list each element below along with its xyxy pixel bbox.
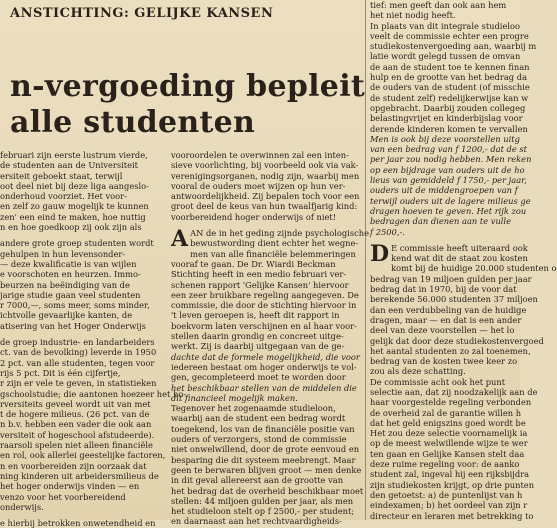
text-line: selectie aan, dat zij noodzakelijk aan de — [370, 386, 538, 397]
text-line: de student zelf) redelijkerwijse kan w — [370, 92, 529, 103]
middle-column — [171, 150, 369, 527]
text-line: latie wordt gelegd tussen de omvan — [370, 51, 521, 62]
text-line: e hierbij betrokken onwetendheid en — [0, 518, 156, 528]
right-column-part-b — [370, 240, 557, 521]
text-line: iedereen bestaat om hoger onderwijs te vol- — [171, 361, 357, 372]
text-line: het niet nodig heeft. — [370, 10, 456, 21]
text-line: stellen: 44 miljoen gulden per jaar, als men — [171, 495, 354, 506]
text-line: gschoolstudie; die aantonen hoezeer het ho- — [0, 388, 187, 399]
text-line: opgebracht. Daarbij zouden collegeg — [370, 102, 526, 113]
text-line: lieus van gemiddeld f 1750,- per jaar, — [370, 175, 527, 186]
text-line: versiteit of hogeschool afstudeerde). — [0, 429, 155, 440]
text-line: besparing die dit systeem meebrengt. Maar — [171, 454, 356, 465]
text-line: ichtvolle gevaarlijke kanten, de — [0, 310, 133, 321]
text-line: bedrag dat in 1970, bij de voor dat — [370, 284, 517, 295]
text-line: ersiteit geboekt staat, terwijl — [0, 170, 123, 181]
text-line: dragen hoeven te geven. Het rijk zou — [370, 205, 527, 216]
text-line: de groep industrie- en landarbeiders — [0, 337, 155, 348]
text-line: ouders of verzorgers, stond de commissie — [171, 434, 347, 445]
text-line: deze ruime regeling voor: de aanko — [370, 459, 520, 470]
text-line: zen' een eind te maken, hoe nuttig — [0, 211, 146, 222]
text-line: en rol, ook allerlei geestelijke factoren, — [0, 450, 166, 461]
middle-column-part-b — [171, 226, 369, 527]
text-line: groot deel de keus van hun twaalfjarig kind: — [171, 201, 358, 212]
text-line: vooroordelen te overwinnen zal een inten- — [171, 150, 349, 160]
text-line: kend wat dit de staat zou kosten — [391, 253, 528, 264]
text-line: antwoordelijkheid. Zij bepalen toch voor een — [171, 191, 360, 202]
text-line: schenen rapport 'Gelijke Kansen' hiervoor — [171, 279, 349, 290]
text-line: van een bedrag van f 1200,- dat de st — [370, 144, 528, 155]
text-line: februari zijn eerste lustrum vierde, — [0, 150, 148, 160]
text-line: dat het geld enigszins goed wordt be — [370, 417, 526, 428]
text-line: deel van deze voorstellen — het lo — [370, 325, 515, 336]
text-line: ouders uit de middengroepen van f — [370, 185, 518, 196]
text-line: beurzen na beëindiging van de — [0, 279, 130, 290]
text-line: rijs 5 pct. Dit is één cijfertje, — [0, 367, 121, 378]
text-line: een zeer bruikbare regeling aangegeven. De — [171, 289, 359, 300]
right-column-part-b-rest — [370, 263, 557, 521]
text-line: zijn studiekosten krijgt, op drie punten — [370, 479, 535, 490]
text-line: het beschikbaar stellen van de middelen die — [171, 382, 357, 393]
text-line: Stichting heeft in een medio februari ver- — [171, 269, 347, 280]
text-line: n en hoe goedkoop zij ook zijn als — [0, 222, 142, 233]
text-line: jarige studie gaan veel studenten — [0, 289, 141, 300]
right-column-part-a — [370, 0, 537, 237]
text-line: op de meest welwillende wijze te wer — [370, 438, 528, 449]
text-line: sieve voorlichting, bij voorbeeld ook via vak- — [171, 160, 359, 171]
text-line: terwijl ouders uit de lagere milieus ge — [370, 195, 531, 206]
text-line: rversiteits geveel wordt uit van met — [0, 398, 151, 409]
text-line: onderhoud voorziet. Het voor- — [0, 191, 127, 202]
text-line: per jaar zou nodig hebben. Men reken — [370, 154, 532, 165]
text-line: ten gaan en Gelijke Kansen stelt daa — [370, 448, 525, 459]
text-line: men van alle financiële belemmeringen — [190, 248, 356, 259]
text-line: gelijk dat door deze studiekostenvergoed — [370, 335, 544, 346]
text-line: den getoetst: a) de puntenlijst van h — [370, 489, 523, 500]
text-line: n b.v. hebben een vader die ook aan — [0, 419, 152, 430]
text-line: vooraf te gaan. De Dr. Wiardi Beckman — [171, 258, 336, 269]
text-line: ct. van de bevolking) leverde in 1950 — [0, 347, 157, 358]
text-line: op een bijdrage van ouders uit de ho — [370, 164, 525, 175]
text-line: gen, gecompleteerd moet te worden door — [171, 372, 346, 383]
text-line: toegekend, los van de financiële positie van — [171, 423, 355, 434]
text-line: het hoger onderwijs vinden — en — [0, 481, 140, 492]
column-rule — [365, 0, 366, 520]
text-line: in dit geval allereerst aan de grootte van — [171, 475, 344, 486]
text-line: dachte dat de formele mogelijkheid, die voor — [171, 351, 360, 362]
text-line: vooral de ouders moet wijzen op hun ver- — [171, 180, 346, 191]
text-line: tief: men geeft dan ook aan hem — [370, 0, 507, 10]
text-line: de studenten aan de Universiteit — [0, 160, 139, 171]
text-line: venzo voor het voorbereidend — [0, 491, 126, 502]
text-line: dan een verdubbeling van de huidige — [370, 304, 527, 315]
text-line: 't leven geroepen is, heeft dit rapport in — [171, 310, 340, 321]
text-line: niet onwelwillend, door de grote eenvoud en — [171, 444, 360, 455]
text-line: belastingvrijet en kinderbijslag voor — [370, 113, 523, 124]
text-line: — deze kwalificatie is van wijlen — [0, 258, 137, 269]
text-line: het bedrag dat de overheid beschikbaar moet — [171, 485, 364, 496]
text-line: voorbereidend hoger onderwijs of niet! — [171, 211, 337, 222]
text-line: commissie, die door de stichting hiervoor in — [171, 300, 357, 311]
text-line: Men is ook bij deze voorstellen uitg — [370, 133, 520, 144]
text-line: r zijn er vele te geven, in statistieken — [0, 378, 157, 389]
article-kicker: ANSTICHTING: GELIJKE KANSEN — [10, 6, 274, 21]
text-line: e voorschoten en heurzen. Immo- — [0, 269, 141, 280]
text-line: en daarnaast aan het rechtvaardigheids- — [171, 516, 342, 527]
text-line: t de hogere milieus. (26 pct. van de — [0, 409, 150, 420]
text-line: de aan de student toe te kennen finan — [370, 61, 530, 72]
text-line: berekende 56.000 studenten 37 miljoen — [370, 294, 538, 305]
text-line: stellen daarin grondig en concreet uitge- — [171, 331, 344, 342]
text-line: hulp en de grootte van het bedrag da — [370, 72, 528, 83]
text-line: onderwijs. — [0, 501, 44, 512]
text-line: bedrag van de kosten twee keer zo — [370, 356, 518, 367]
text-line: het studieloon stelt op f 2500,- per student; — [171, 506, 355, 517]
text-line: atisering van het Hoger Onderwijs — [0, 320, 146, 331]
text-line: het aantal studenten zo zal toenemen, — [370, 345, 531, 356]
text-line: derende kinderen komen te vervallen — [370, 123, 528, 134]
text-line: de ouders van de student (of misschie — [370, 82, 530, 93]
middle-column-part-b-rest — [171, 248, 364, 527]
text-line: bedragen dan dienen aan te vulle — [370, 216, 511, 227]
text-line: werkt. Zij is daarbij uitgegaan van de ge- — [171, 341, 345, 352]
text-line: zou als deze schatting. — [370, 366, 466, 377]
right-column — [370, 0, 557, 521]
text-line: geen te berwaren blijven groot — men denke — [171, 464, 362, 475]
drop-initial: A — [171, 226, 189, 253]
text-line: student zal, ingeval hij een rijksbijdra — [370, 469, 530, 480]
text-line: ning kinderen uit arbeidersmilieus de — [0, 470, 159, 481]
text-line: dit financieel mogelijk maken. — [171, 392, 298, 403]
text-line: andere grote groep studenten wordt — [0, 238, 154, 249]
text-line: 2 pct. van alle studenten, tegen voor — [0, 357, 155, 368]
text-line: haar voorgestelde regeling verbonden — [370, 397, 532, 408]
text-line: r 7000,—, soms meer, soms minder, — [0, 300, 150, 311]
text-line: bedrag van 19 miljoen gulden per jaar — [370, 273, 532, 284]
text-line: bewustwording dient echter het wegne- — [190, 238, 359, 249]
text-line: raarsoli spelen niet alleen financiële — [0, 440, 153, 451]
text-line: dragen, maar — en dat is een ander — [370, 314, 522, 325]
text-line: veelt de commissie echter een progre — [370, 30, 529, 41]
headline-line-2: alle studenten — [10, 105, 256, 140]
text-line: n en voorbereiden zijn oorzaak dat — [0, 460, 147, 471]
text-line: en zelf zo gauw mogelijk te kunnen — [0, 201, 149, 212]
left-column — [0, 150, 187, 528]
text-line: verenigingsorganen, nodig zijn, waarbij men — [171, 170, 360, 181]
drop-initial: D — [370, 240, 390, 267]
text-line: oot deel niet bij deze liga aangeslo- — [0, 180, 149, 191]
text-line: eindexamen; b) het oordeel van zijn r — [370, 500, 528, 511]
headline-line-1: n-vergoeding bepleit — [10, 69, 366, 104]
text-line: komt bij de huidige 20.000 studenten o — [391, 263, 557, 274]
text-line: AN de in het geding zijnde psychologische — [190, 228, 369, 239]
text-line: gehulpen in hun levensonder- — [0, 248, 126, 259]
text-line: f 2500,-. — [370, 226, 405, 237]
text-line: E commissie heeft uiteraard ook — [391, 242, 528, 253]
text-line: Tegenover het zogenaamde studieloon, — [171, 403, 336, 414]
text-line: boekvorm laten verschijnen en al haar voor- — [171, 320, 357, 331]
text-line: de overheid zal de garantie willen h — [370, 407, 522, 418]
middle-column-part-a — [171, 150, 361, 222]
text-line: In plaats van dit integrale studieloo — [370, 20, 521, 31]
text-line: directeur en leraren met betrekking to — [370, 510, 534, 521]
text-line: studiekostenvergoeding aan, waarbij m — [370, 41, 537, 52]
text-line: Het zou deze selectie voornamelijk ia — [370, 428, 528, 439]
text-line: De commissie acht ook het punt — [370, 376, 506, 387]
text-line: waarbij aan de student een bedrag wordt — [171, 413, 346, 424]
